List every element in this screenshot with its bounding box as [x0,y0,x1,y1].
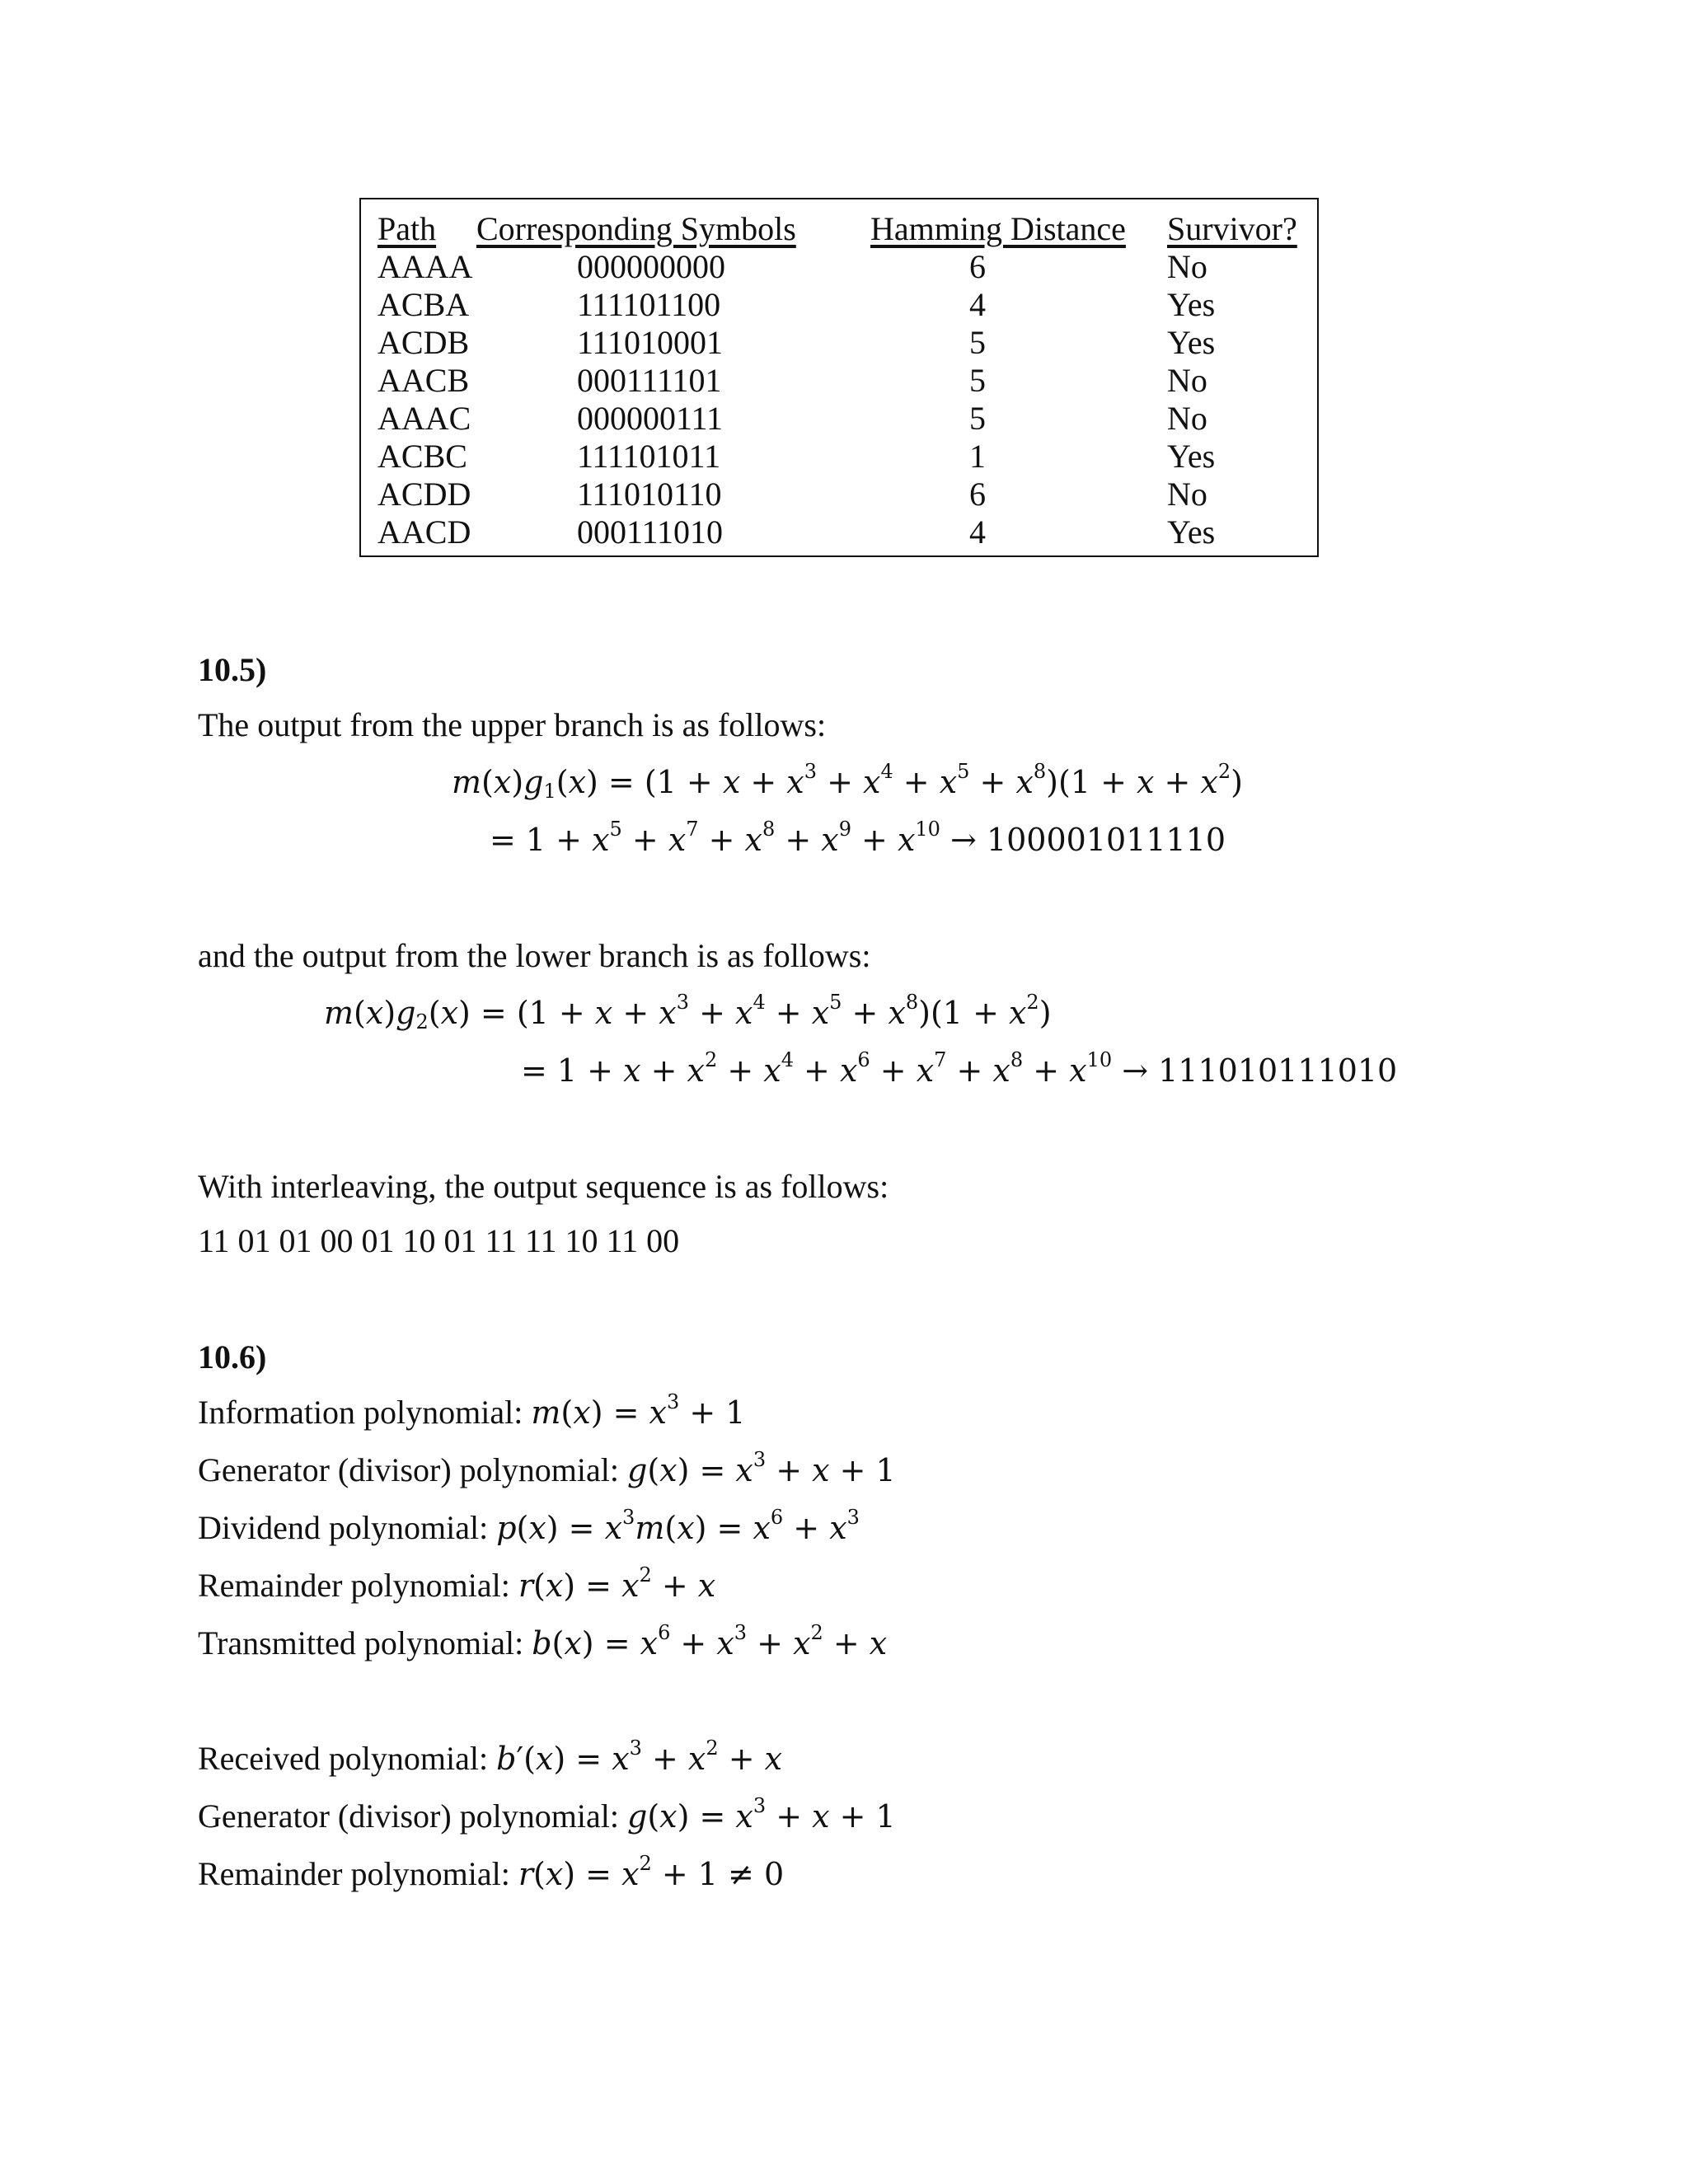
table-cell-path: AAAC [377,400,471,437]
table-cell-distance: 1 [969,438,986,475]
table-cell-survivor: Yes [1167,438,1216,475]
remainder-polynomial-label-2: Remainder polynomial: [198,1855,510,1892]
generator-polynomial-line-2 [198,1794,896,1835]
table-cell-symbols: 000000111 [577,400,724,437]
upper-branch-equation-2: = $1 + x^5 + x^7 + x^8 + x^9 + x^{10} \to 100001011110$ [490,818,1226,858]
information-polynomial-label: Information polynomial: [198,1394,523,1431]
table-header-3: Survivor? [1167,210,1297,247]
table-cell-symbols: 111101100 [577,286,721,323]
table-header-2: Hamming Distance [870,210,1126,247]
upper-branch-intro: The output from the upper branch is as follows: [198,706,827,743]
received-polynomial-label: Received polynomial: [198,1740,489,1777]
table-cell-survivor: Yes [1167,286,1216,323]
table-cell-distance: 4 [969,286,986,323]
table-cell-distance: 5 [969,324,986,361]
dividend-polynomial-label: Dividend polynomial: [198,1509,489,1546]
table-cell-distance: 5 [969,400,986,437]
generator-polynomial-label: Generator (divisor) polynomial: [198,1451,619,1488]
table-cell-symbols: 000111101 [577,362,722,399]
interleaved-sequence: 11 01 01 00 01 10 01 11 11 10 11 00 [198,1222,680,1259]
table-cell-symbols: 000111010 [577,513,724,551]
interleaving-intro: With interleaving, the output sequence is as follows: [198,1168,889,1205]
generator-polynomial-expr-2: $g(x) = x^3 + x + 1$ [626,1794,896,1835]
transmitted-polynomial-expr: $b(x) = x^6 + x^3 + x^2 + x$ [532,1621,888,1661]
table-cell-survivor: No [1167,476,1207,513]
remainder-polynomial-label: Remainder polynomial: [198,1567,510,1604]
received-polynomial-expr: $b'(x) = x^3 + x^2 + x$ [496,1736,783,1777]
table-cell-path: AACD [377,513,471,551]
generator-polynomial-expr: $g(x) = x^3 + x + 1$ [626,1448,896,1488]
upper-branch-equation-1: $m(x)g_1(x) = (1 + x + x^3 + x^4 + x^5 + x^8)(1 + x + x^2)$ [452,760,1243,803]
table-cell-path: ACDD [377,476,471,513]
table-header-1: Corresponding Symbols [476,210,796,247]
received-polynomial-line [198,1736,783,1777]
table-cell-survivor: No [1167,248,1207,285]
table-cell-symbols: 000000000 [577,248,725,285]
table-cell-survivor: No [1167,400,1207,437]
table-header-0: Path [377,210,437,247]
table-cell-survivor: Yes [1167,324,1216,361]
remainder-polynomial-expr-2: $r(x) = x^2 + 1 \ne 0$ [518,1852,785,1892]
lower-branch-equation-2: = $1 + x + x^2 + x^4 + x^6 + x^7 + x^8 + x^{10} \to 111010111010$ [521,1048,1398,1089]
table-cell-survivor: No [1167,362,1207,399]
remainder-polynomial-expr: $r(x) = x^2 + x$ [518,1563,716,1604]
table-cell-path: AACB [377,362,470,399]
section-heading-10-5: 10.5) [198,651,267,688]
section-heading-10-6: 10.6) [198,1338,267,1376]
table-cell-path: ACDB [377,324,470,361]
generator-polynomial-label-2: Generator (divisor) polynomial: [198,1797,619,1835]
transmitted-polynomial-line [198,1621,888,1661]
table-cell-distance: 5 [969,362,986,399]
lower-branch-equation-1: $m(x)g_2(x) = (1 + x + x^3 + x^4 + x^5 + x^8)(1 + x^2)$ [324,991,1052,1033]
table-cell-survivor: Yes [1167,513,1216,551]
table-cell-distance: 4 [969,513,986,551]
generator-polynomial-line [198,1448,896,1488]
dividend-polynomial-line [198,1506,860,1546]
table-cell-symbols: 111101011 [577,438,721,475]
lower-branch-bits: 111010111010 [1158,1052,1398,1089]
table-cell-path: AAAA [377,248,473,285]
table-cell-distance: 6 [969,248,986,285]
dividend-polynomial-expr: $p(x) = x^3m(x) = x^6 + x^3$ [496,1506,860,1546]
remainder-polynomial-line [198,1563,716,1604]
information-polynomial-expr: $m(x) = x^3 + 1$ [531,1390,746,1431]
transmitted-polynomial-label: Transmitted polynomial: [198,1624,524,1661]
table-cell-path: ACBA [377,286,470,323]
lower-branch-intro: and the output from the lower branch is as follows: [198,937,871,974]
table-cell-symbols: 111010110 [577,476,722,513]
table-cell-path: ACBC [377,438,467,475]
information-polynomial-line [198,1390,746,1431]
upper-branch-bits: 100001011110 [986,822,1226,858]
table-cell-symbols: 111010001 [577,324,724,361]
table-cell-distance: 6 [969,476,986,513]
remainder-polynomial-line-2 [198,1852,785,1892]
